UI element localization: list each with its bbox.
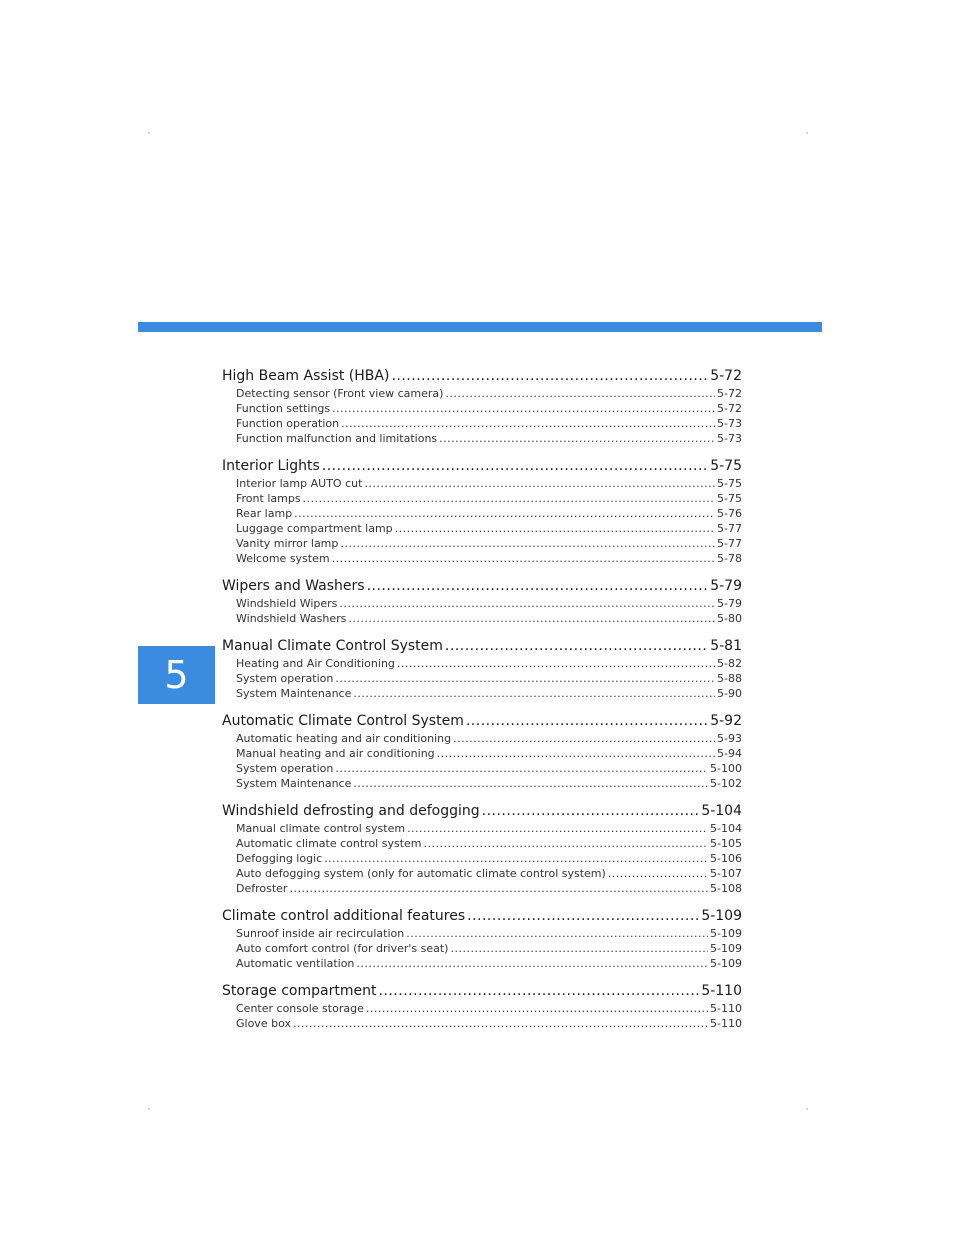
entry-title: Auto comfort control (for driver's seat) xyxy=(236,942,449,955)
toc-entry[interactable] xyxy=(222,926,742,941)
crop-mark xyxy=(148,1108,150,1110)
leader-dots xyxy=(332,551,715,566)
entry-title: Welcome system xyxy=(236,552,330,565)
toc-entry[interactable] xyxy=(222,416,742,431)
leader-dots xyxy=(445,636,708,656)
entry-title: Defroster xyxy=(236,882,288,895)
entry-title: Function operation xyxy=(236,417,340,430)
leader-dots xyxy=(439,431,715,446)
entry-title: Auto defogging system (only for automatic climate control system) xyxy=(236,867,606,880)
toc-entry[interactable] xyxy=(222,611,742,626)
section-page-number: 5-72 xyxy=(710,368,742,384)
entry-title: System operation xyxy=(236,762,334,775)
entry-title: System Maintenance xyxy=(236,777,352,790)
section-title: Automatic Climate Control System xyxy=(222,713,464,729)
crop-mark xyxy=(806,132,808,134)
entry-title: Glove box xyxy=(236,1017,291,1030)
leader-dots xyxy=(332,401,715,416)
toc-entry[interactable] xyxy=(222,821,742,836)
leader-dots xyxy=(340,536,715,551)
entry-title: Interior lamp AUTO cut xyxy=(236,477,363,490)
toc-entry[interactable] xyxy=(222,851,742,866)
entry-page-number: 5-104 xyxy=(710,822,742,835)
entry-title: Detecting sensor (Front view camera) xyxy=(236,387,444,400)
crop-mark xyxy=(806,1108,808,1110)
entry-page-number: 5-109 xyxy=(710,927,742,940)
toc-entry[interactable] xyxy=(222,476,742,491)
toc-section-heading[interactable] xyxy=(222,801,742,821)
entry-title: Manual heating and air conditioning xyxy=(236,747,435,760)
section-page-number: 5-109 xyxy=(701,908,742,924)
toc-entry[interactable] xyxy=(222,596,742,611)
entry-title: Center console storage xyxy=(236,1002,364,1015)
toc-entry[interactable] xyxy=(222,731,742,746)
table-of-contents xyxy=(222,366,742,1041)
entry-page-number: 5-82 xyxy=(717,657,742,670)
entry-page-number: 5-108 xyxy=(710,882,742,895)
leader-dots xyxy=(322,456,708,476)
toc-section xyxy=(222,366,742,446)
toc-entry[interactable] xyxy=(222,491,742,506)
entry-page-number: 5-100 xyxy=(710,762,742,775)
leader-dots xyxy=(445,386,715,401)
entry-page-number: 5-77 xyxy=(717,522,742,535)
section-title: Wipers and Washers xyxy=(222,578,365,594)
leader-dots xyxy=(395,521,715,536)
toc-entry[interactable] xyxy=(222,881,742,896)
entry-page-number: 5-106 xyxy=(710,852,742,865)
leader-dots xyxy=(467,906,699,926)
section-title: Windshield defrosting and defogging xyxy=(222,803,480,819)
toc-entry[interactable] xyxy=(222,776,742,791)
entry-title: Windshield Washers xyxy=(236,612,347,625)
entry-title: Automatic heating and air conditioning xyxy=(236,732,452,745)
leader-dots xyxy=(364,476,715,491)
leader-dots xyxy=(303,491,715,506)
toc-section xyxy=(222,906,742,971)
leader-dots xyxy=(294,506,715,521)
entry-page-number: 5-107 xyxy=(710,867,742,880)
toc-entry[interactable] xyxy=(222,866,742,881)
toc-entry[interactable] xyxy=(222,746,742,761)
section-page-number: 5-92 xyxy=(710,713,742,729)
toc-entry[interactable] xyxy=(222,761,742,776)
toc-entry[interactable] xyxy=(222,1016,742,1031)
entry-title: Automatic ventilation xyxy=(236,957,355,970)
section-title: Storage compartment xyxy=(222,983,377,999)
leader-dots xyxy=(482,801,700,821)
entry-page-number: 5-72 xyxy=(717,387,742,400)
toc-entry[interactable] xyxy=(222,941,742,956)
entry-page-number: 5-93 xyxy=(717,732,742,745)
leader-dots xyxy=(378,981,699,1001)
section-title: Manual Climate Control System xyxy=(222,638,443,654)
toc-section xyxy=(222,981,742,1031)
entry-page-number: 5-75 xyxy=(717,492,742,505)
leader-dots xyxy=(453,731,715,746)
leader-dots xyxy=(335,671,715,686)
leader-dots xyxy=(424,836,709,851)
section-title: High Beam Assist (HBA) xyxy=(222,368,390,384)
entry-page-number: 5-77 xyxy=(717,537,742,550)
toc-section xyxy=(222,456,742,566)
entry-page-number: 5-72 xyxy=(717,402,742,415)
toc-section-heading[interactable] xyxy=(222,456,742,476)
entry-title: System Maintenance xyxy=(236,687,352,700)
leader-dots xyxy=(466,711,708,731)
entry-page-number: 5-76 xyxy=(717,507,742,520)
section-page-number: 5-81 xyxy=(710,638,742,654)
entry-title: Windshield Wipers xyxy=(236,597,338,610)
leader-dots xyxy=(437,746,715,761)
entry-page-number: 5-73 xyxy=(717,432,742,445)
leader-dots xyxy=(406,926,708,941)
entry-page-number: 5-102 xyxy=(710,777,742,790)
toc-entry[interactable] xyxy=(222,401,742,416)
entry-title: Manual climate control system xyxy=(236,822,406,835)
toc-entry[interactable] xyxy=(222,956,742,971)
leader-dots xyxy=(391,366,708,386)
toc-section-heading[interactable] xyxy=(222,711,742,731)
leader-dots xyxy=(335,761,708,776)
entry-title: Defogging logic xyxy=(236,852,323,865)
leader-dots xyxy=(608,866,708,881)
toc-entry[interactable] xyxy=(222,506,742,521)
leader-dots xyxy=(341,416,715,431)
entry-title: Vanity mirror lamp xyxy=(236,537,339,550)
leader-dots xyxy=(367,576,709,596)
entry-page-number: 5-79 xyxy=(717,597,742,610)
entry-title: Rear lamp xyxy=(236,507,293,520)
toc-section xyxy=(222,576,742,626)
section-page-number: 5-110 xyxy=(701,983,742,999)
leader-dots xyxy=(450,941,708,956)
toc-section-heading[interactable] xyxy=(222,366,742,386)
entry-title: Luggage compartment lamp xyxy=(236,522,393,535)
toc-section-heading[interactable] xyxy=(222,636,742,656)
crop-mark xyxy=(148,132,150,134)
toc-entry[interactable] xyxy=(222,386,742,401)
entry-title: System operation xyxy=(236,672,334,685)
entry-page-number: 5-90 xyxy=(717,687,742,700)
section-page-number: 5-104 xyxy=(701,803,742,819)
leader-dots xyxy=(397,656,715,671)
toc-entry[interactable] xyxy=(222,671,742,686)
toc-entry[interactable] xyxy=(222,536,742,551)
section-title: Climate control additional features xyxy=(222,908,466,924)
entry-page-number: 5-109 xyxy=(710,957,742,970)
entry-title: Heating and Air Conditioning xyxy=(236,657,395,670)
toc-section xyxy=(222,801,742,896)
leader-dots xyxy=(289,881,708,896)
leader-dots xyxy=(366,1001,708,1016)
toc-section-heading[interactable] xyxy=(222,981,742,1001)
toc-section-heading[interactable] xyxy=(222,906,742,926)
entry-page-number: 5-73 xyxy=(717,417,742,430)
entry-page-number: 5-109 xyxy=(710,942,742,955)
entry-title: Function malfunction and limitations xyxy=(236,432,438,445)
leader-dots xyxy=(353,776,708,791)
entry-page-number: 5-80 xyxy=(717,612,742,625)
entry-page-number: 5-88 xyxy=(717,672,742,685)
leader-dots xyxy=(353,686,715,701)
section-page-number: 5-79 xyxy=(710,578,742,594)
leader-dots xyxy=(339,596,715,611)
chapter-number: 5 xyxy=(164,653,189,697)
toc-section xyxy=(222,636,742,701)
toc-entry[interactable] xyxy=(222,431,742,446)
entry-page-number: 5-110 xyxy=(710,1002,742,1015)
entry-title: Sunroof inside air recirculation xyxy=(236,927,405,940)
toc-section xyxy=(222,711,742,791)
entry-title: Front lamps xyxy=(236,492,301,505)
toc-entry[interactable] xyxy=(222,656,742,671)
toc-entry[interactable] xyxy=(222,686,742,701)
leader-dots xyxy=(407,821,708,836)
leader-dots xyxy=(293,1016,708,1031)
toc-entry[interactable] xyxy=(222,1001,742,1016)
entry-page-number: 5-75 xyxy=(717,477,742,490)
entry-page-number: 5-78 xyxy=(717,552,742,565)
entry-page-number: 5-105 xyxy=(710,837,742,850)
toc-entry[interactable] xyxy=(222,836,742,851)
section-title: Interior Lights xyxy=(222,458,320,474)
entry-page-number: 5-94 xyxy=(717,747,742,760)
section-page-number: 5-75 xyxy=(710,458,742,474)
leader-dots xyxy=(356,956,708,971)
toc-section-heading[interactable] xyxy=(222,576,742,596)
chapter-tab xyxy=(138,646,215,704)
entry-page-number: 5-110 xyxy=(710,1017,742,1030)
entry-title: Automatic climate control system xyxy=(236,837,422,850)
toc-entry[interactable] xyxy=(222,521,742,536)
toc-entry[interactable] xyxy=(222,551,742,566)
leader-dots xyxy=(348,611,715,626)
entry-title: Function settings xyxy=(236,402,331,415)
leader-dots xyxy=(324,851,708,866)
chapter-header-bar xyxy=(138,322,822,332)
